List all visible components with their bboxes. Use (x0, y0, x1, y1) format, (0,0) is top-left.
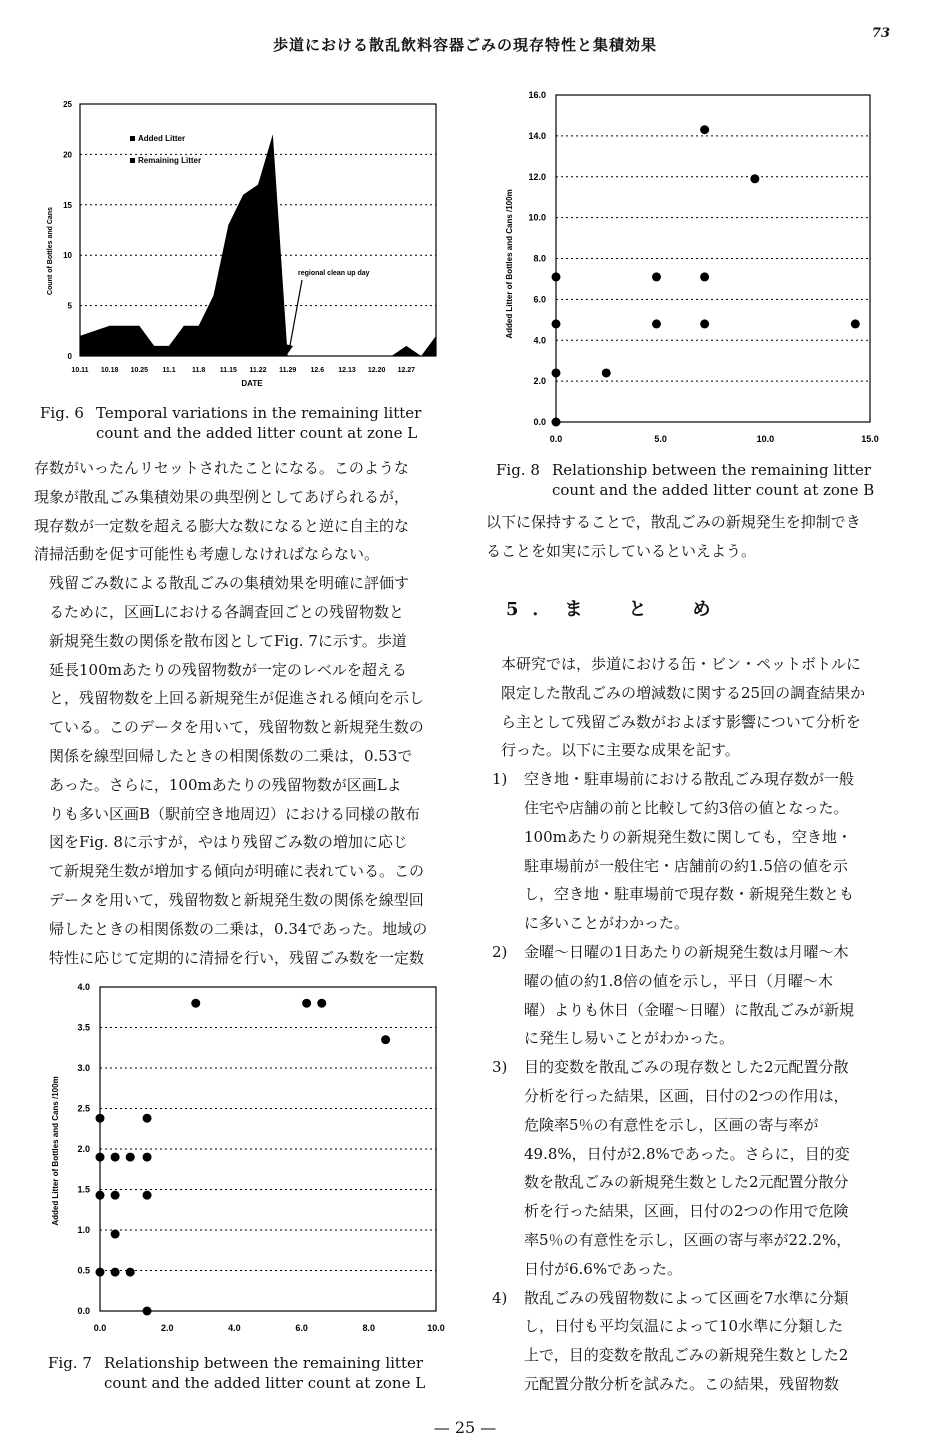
y-tick-label: 1.5 (77, 1184, 90, 1195)
data-point (851, 319, 860, 328)
item-line: 元配置分散分析を試みた。この結果，残留物数 (524, 1374, 840, 1393)
fig8-caption-line: Relationship between the remaining litter (552, 461, 872, 479)
legend-swatch-added (130, 136, 135, 141)
right-column-text (486, 650, 911, 1399)
x-tick-label: 10.18 (100, 367, 119, 374)
fig6-xlabel: DATE (241, 379, 263, 388)
paragraph-line: データを用いて，残留物数と新規発生数の関係を線型回 (49, 890, 424, 909)
data-point (552, 368, 561, 377)
x-tick-label: 8.0 (362, 1323, 376, 1333)
annotation-cleanup: regional clean up day (298, 270, 370, 277)
left-column-text (34, 454, 464, 972)
x-tick-label: 11.29 (279, 367, 297, 374)
fig7-chart (40, 976, 450, 1346)
fig8-chart (494, 84, 904, 454)
data-point (317, 999, 326, 1008)
data-point (700, 125, 709, 134)
y-tick-label: 0.5 (77, 1265, 90, 1276)
y-tick-label: 1.0 (77, 1225, 90, 1235)
data-point (552, 272, 561, 281)
item-line: 駐車場前が一般住宅・店舗前の約1.5倍の値を示 (524, 856, 848, 875)
fig6-ylabel: Count of Bottles and Cans (47, 207, 54, 295)
y-tick-label: 20 (63, 150, 72, 160)
y-tick-label: 0.0 (77, 1306, 90, 1316)
y-tick-label: 0 (67, 352, 72, 361)
data-point (652, 319, 661, 328)
item-line: 空き地・駐車場前における散乱ごみ現存数が一般 (524, 770, 855, 789)
x-tick-label: 11.1 (162, 367, 176, 374)
y-tick-label: 2.0 (533, 376, 546, 387)
x-tick-label: 12.6 (310, 367, 325, 374)
item-line: に多いことがわかった。 (524, 914, 690, 933)
data-point (96, 1114, 105, 1123)
x-tick-label: 2.0 (160, 1323, 174, 1333)
fig6-label: Fig. 6 (40, 404, 84, 422)
data-point (143, 1191, 152, 1200)
data-point (111, 1268, 120, 1277)
y-tick-label: 3.0 (77, 1063, 90, 1073)
item-line: 目的変数を散乱ごみの現存数とした2元配置分散 (524, 1058, 849, 1077)
item-line: 日付が6.6%であった。 (524, 1259, 682, 1278)
conclusion-item (486, 938, 911, 1053)
item-line: 曜）よりも休日（金曜～日曜）に散乱ごみが新規 (524, 1000, 855, 1019)
y-tick-label: 10 (63, 251, 72, 261)
x-tick-label: 10.0 (756, 434, 775, 444)
data-point (700, 272, 709, 281)
x-tick-label: 11.8 (192, 367, 206, 374)
y-tick-label: 4.0 (77, 982, 90, 992)
y-tick-label: 2.5 (77, 1103, 90, 1114)
y-tick-label: 5 (67, 301, 72, 311)
fig8-caption-line: count and the added litter count at zone B (552, 481, 875, 499)
paragraph-line: 本研究では，歩道における缶・ビン・ペットボトルに (501, 655, 862, 673)
item-line: 析を行った結果，区画，日付の2つの作用で危険 (524, 1202, 849, 1221)
data-point (652, 272, 661, 281)
x-tick-label: 12.27 (397, 367, 416, 374)
x-tick-label: 10.25 (130, 367, 149, 374)
annotation-arrow (289, 280, 302, 351)
fig6-caption-line: Temporal variations in the remaining litter (96, 404, 422, 422)
y-tick-label: 10.0 (528, 212, 546, 223)
item-line: し，日付も平均気温によって10水準に分類した (524, 1317, 844, 1336)
item-line: 散乱ごみの残留物数によって区画を7水準に分類 (524, 1288, 849, 1307)
y-tick-label: 2.0 (77, 1144, 90, 1154)
paragraph-line: 行った。以下に主要な成果を記す。 (501, 741, 740, 760)
paragraph-line: ることを如実に示しているといえよう。 (486, 541, 757, 560)
y-tick-label: 25 (63, 100, 72, 109)
paragraph-line: 限定した散乱ごみの増減数に関する25回の調査結果か (501, 683, 866, 702)
item-line: し，空き地・駐車場前で現存数・新規発生数とも (524, 885, 855, 904)
data-point (381, 1035, 390, 1044)
x-tick-label: 4.0 (228, 1323, 241, 1333)
x-tick-label: 11.15 (219, 367, 237, 374)
fig7-caption (48, 1353, 468, 1395)
y-tick-label: 16.0 (528, 90, 546, 100)
paragraph-line: と，残留物数を上回る新規発生が促進される傾向を示し (49, 689, 425, 708)
paragraph-line: るために，区画Lにおける各調査回ごとの残留物数と (49, 602, 404, 621)
data-point (126, 1153, 135, 1162)
paragraph-line: 現象が散乱ごみ集積効果の典型例としてあげられるが， (34, 487, 410, 506)
conclusion-item (486, 765, 911, 938)
data-point (552, 418, 561, 427)
fig7-label: Fig. 7 (48, 1354, 92, 1372)
data-point (143, 1307, 152, 1316)
legend-swatch-remaining (130, 158, 135, 163)
paragraph-line: 以下に保持することで，散乱ごみの新規発生を抑制でき (486, 513, 861, 531)
right-column-text-top (486, 508, 911, 566)
item-line: 上で，目的変数を散乱ごみの新規発生数とした2 (524, 1346, 849, 1365)
item-number: 4) (492, 1288, 508, 1307)
annotation-arrowhead (285, 344, 293, 356)
data-point (143, 1153, 152, 1162)
y-tick-label: 0.0 (533, 417, 546, 427)
page-footer: — 25 — (433, 1418, 497, 1437)
item-line: 危険率5％の有意性を示し，区画の寄与率が (524, 1115, 819, 1134)
section-title: 5．ま と め (506, 599, 725, 620)
fig6-caption-line: count and the added litter count at zone L (96, 424, 418, 442)
data-point (602, 368, 611, 377)
paragraph-line: 帰したときの相関係数の二乗は，0.34であった。地域の (49, 919, 428, 938)
conclusion-list (486, 765, 911, 1399)
fig6-legend (130, 134, 201, 165)
x-tick-label: 6.0 (295, 1323, 308, 1333)
y-tick-label: 12.0 (528, 171, 546, 182)
fig6-chart (40, 96, 450, 396)
conclusion-item (486, 1284, 911, 1399)
item-line: 住宅や店舗の前と比較して約3倍の値となった。 (524, 798, 849, 817)
y-tick-label: 4.0 (533, 335, 546, 346)
data-point (750, 174, 759, 183)
page-number: 73 (871, 26, 890, 41)
fig6-remaining-area (80, 134, 436, 356)
data-point (96, 1153, 105, 1162)
x-tick-label: 0.0 (549, 434, 563, 444)
y-tick-label: 8.0 (533, 253, 546, 264)
data-point (143, 1114, 152, 1123)
data-point (96, 1191, 105, 1200)
paragraph-line: あった。さらに，100mあたりの残留物数が区画Lよ (49, 775, 402, 794)
fig8-caption (496, 460, 916, 502)
paragraph-line: 新規発生数の関係を散布図としてFig. 7に示す。歩道 (49, 631, 407, 650)
data-point (552, 319, 561, 328)
data-point (111, 1230, 120, 1239)
conclusion-item (486, 1053, 911, 1283)
paragraph-line: ら主として残留ごみ数がおよぼす影響について分析を (501, 712, 861, 731)
data-point (126, 1268, 135, 1277)
paragraph-line: 特性に応じて定期的に清掃を行い，残留ごみ数を一定数 (49, 948, 425, 967)
data-point (302, 999, 311, 1008)
paragraph-line: 現存数が一定数を超える膨大な数になると逆に自主的な (34, 516, 410, 535)
paragraph-line: 存数がいったんリセットされたことになる。このような (34, 459, 409, 477)
item-number: 1) (492, 770, 508, 789)
x-tick-label: 0.0 (93, 1323, 107, 1333)
item-line: 曜の値の約1.8倍の値を示し，平日（月曜～木 (524, 971, 833, 990)
fig6-caption (40, 403, 460, 445)
data-point (700, 319, 709, 328)
item-line: 率5％の有意性を示し，区画の寄与率が22.2%， (524, 1230, 852, 1249)
item-line: 49.8%，日付が2.8%であった。さらに，目的変 (524, 1144, 850, 1163)
paragraph-line: 清掃活動を促す可能性も考慮しなければならない。 (34, 545, 380, 564)
fig7-caption-line: Relationship between the remaining litter (104, 1354, 424, 1372)
x-tick-label: 11.22 (249, 367, 267, 374)
data-point (111, 1191, 120, 1200)
y-tick-label: 15 (63, 200, 72, 210)
fig7-ylabel: Added Litter of Bottles and Cans /100m (51, 1076, 60, 1226)
paragraph-line: りも多い区画B（駅前空き地周辺）における同様の散布 (49, 804, 421, 823)
fig8-ylabel: Added Litter of Bottles and Cans /100m (505, 189, 514, 339)
x-tick-label: 15.0 (861, 434, 879, 444)
x-tick-label: 12.13 (338, 367, 356, 374)
item-number: 2) (492, 942, 508, 961)
item-line: 分析を行った結果，区画，日付の2つの作用は， (524, 1086, 849, 1105)
data-point (96, 1268, 105, 1277)
fig7-caption-line: count and the added litter count at zone L (104, 1374, 426, 1392)
legend-added: Added Litter (138, 134, 186, 143)
data-point (191, 999, 200, 1008)
item-line: 100mあたりの新規発生数に関しても，空き地・ (524, 827, 852, 846)
y-tick-label: 6.0 (533, 294, 546, 305)
paragraph-line: て新規発生数が増加する傾向が明確に表れている。この (49, 862, 425, 881)
y-tick-label: 3.5 (77, 1022, 90, 1033)
fig8-label: Fig. 8 (496, 461, 540, 479)
item-line: 数を散乱ごみの新規発生数とした2元配置分散分 (524, 1173, 849, 1192)
legend-remaining: Remaining Litter (138, 156, 202, 165)
x-tick-label: 12.20 (367, 367, 386, 374)
item-line: 金曜～日曜の1日あたりの新規発生数は月曜～木 (524, 942, 849, 961)
item-number: 3) (492, 1058, 508, 1077)
y-tick-label: 14.0 (528, 130, 546, 141)
paragraph-line: 関係を線型回帰したときの相関係数の二乗は，0.53で (49, 746, 413, 765)
paragraph-line: 残留ごみ数による散乱ごみの集積効果を明確に評価す (49, 574, 410, 593)
data-point (111, 1153, 120, 1162)
paragraph-line: 延長100mあたりの残留物数が一定のレベルを超える (49, 660, 407, 679)
paragraph-line: 図をFig. 8に示すが，やはり残留ごみ数の増加に応じ (49, 833, 408, 852)
x-tick-label: 5.0 (654, 434, 667, 444)
x-tick-label: 10.11 (71, 367, 89, 374)
running-header: 歩道における散乱飲料容器ごみの現存特性と集積効果 (272, 36, 657, 54)
x-tick-label: 10.0 (427, 1323, 445, 1333)
item-line: に発生し易いことがわかった。 (524, 1029, 735, 1048)
paragraph-line: ている。このデータを用いて，残留物数と新規発生数の (49, 718, 424, 737)
